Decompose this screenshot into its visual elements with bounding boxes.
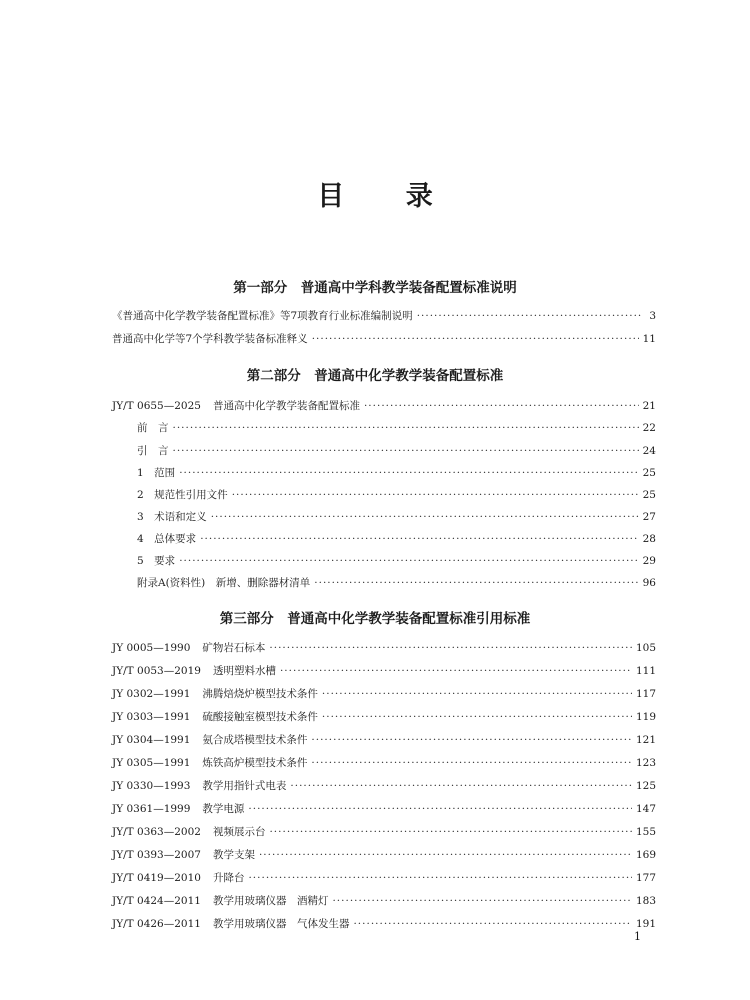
toc-entry[interactable] bbox=[137, 487, 656, 503]
dot-leader bbox=[314, 575, 638, 591]
toc-entry-page: 125 bbox=[635, 780, 656, 792]
dot-leader bbox=[248, 870, 631, 886]
dot-leader bbox=[232, 487, 639, 503]
toc-entry[interactable] bbox=[137, 420, 656, 436]
toc-entry[interactable] bbox=[137, 575, 656, 591]
toc-entry-text: 升降台 bbox=[212, 872, 245, 884]
dot-leader bbox=[259, 847, 632, 863]
toc-entry[interactable] bbox=[137, 465, 656, 481]
toc-entry[interactable] bbox=[112, 732, 656, 748]
toc-entry-code: JY/T 0363—2002 bbox=[112, 826, 201, 838]
toc-entry-text: 教学电源 bbox=[202, 803, 245, 815]
part-3-heading: 第三部分 普通高中化学教学装备配置标准引用标准 bbox=[219, 611, 531, 627]
toc-entry-code: JY 0305—1991 bbox=[112, 757, 191, 769]
dot-leader bbox=[269, 824, 631, 840]
toc-entry[interactable] bbox=[137, 443, 656, 459]
dot-leader bbox=[322, 686, 632, 702]
toc-entry-code: JY 0330—1993 bbox=[112, 780, 191, 792]
toc-entry-page: 147 bbox=[635, 803, 656, 815]
toc-entry[interactable] bbox=[112, 778, 656, 794]
toc-entry[interactable] bbox=[137, 509, 656, 525]
toc-entry-page: 22 bbox=[642, 422, 656, 434]
toc-entry-page: 24 bbox=[642, 445, 656, 457]
toc-entry-page: 119 bbox=[635, 711, 656, 723]
dot-leader bbox=[312, 331, 639, 347]
toc-entry-text: 硫酸接触室模型技术条件 bbox=[202, 711, 318, 723]
toc-entry-page: 117 bbox=[635, 688, 656, 700]
dot-leader bbox=[173, 420, 639, 436]
toc-entry-code: JY/T 0655—2025 bbox=[112, 400, 201, 412]
toc-entry-text: 教学支架 bbox=[212, 849, 255, 861]
toc-entry[interactable] bbox=[112, 847, 656, 863]
toc-entry-code: JY 0303—1991 bbox=[112, 711, 191, 723]
page-title: 目 录 bbox=[317, 181, 459, 212]
dot-leader bbox=[173, 443, 639, 459]
toc-entry-page: 27 bbox=[642, 511, 656, 523]
toc-entry-page: 105 bbox=[635, 642, 656, 654]
toc-entry[interactable] bbox=[112, 308, 656, 324]
dot-leader bbox=[353, 916, 631, 932]
toc-entry[interactable] bbox=[137, 531, 656, 547]
toc-entry-code: JY/T 0426—2011 bbox=[112, 918, 201, 930]
toc-entry-page: 11 bbox=[642, 333, 656, 345]
dot-leader bbox=[322, 709, 632, 725]
toc-entry[interactable] bbox=[137, 553, 656, 569]
toc-entry-text: 矿物岩石标本 bbox=[202, 642, 266, 654]
dot-leader bbox=[248, 801, 632, 817]
toc-entry-code: JY 0302—1991 bbox=[112, 688, 191, 700]
toc-entry[interactable] bbox=[112, 709, 656, 725]
page-number: 1 bbox=[634, 930, 641, 943]
toc-entry[interactable] bbox=[112, 824, 656, 840]
toc-entry-text: 教学用玻璃仪器 气体发生器 bbox=[212, 918, 350, 930]
toc-entry[interactable] bbox=[112, 640, 656, 656]
toc-entry-code: JY/T 0419—2010 bbox=[112, 872, 201, 884]
toc-entry-page: 191 bbox=[635, 918, 656, 930]
toc-entry-page: 177 bbox=[635, 872, 656, 884]
toc-entry-page: 3 bbox=[649, 310, 656, 322]
toc-entry-page: 29 bbox=[642, 555, 656, 567]
toc-entry-text: 4 总体要求 bbox=[137, 533, 197, 545]
toc-entry-text: 5 要求 bbox=[137, 555, 176, 567]
dot-leader bbox=[200, 531, 638, 547]
toc-entry-page: 28 bbox=[642, 533, 656, 545]
toc-entry-text: 引 言 bbox=[137, 445, 169, 457]
toc-entry-text: 教学用指针式电表 bbox=[202, 780, 287, 792]
toc-entry-text: 普通高中化学教学装备配置标准 bbox=[212, 400, 360, 412]
toc-entry-page: 25 bbox=[642, 467, 656, 479]
toc-entry-text: 2 规范性引用文件 bbox=[137, 489, 228, 501]
toc-entry-text: 前 言 bbox=[137, 422, 169, 434]
dot-leader bbox=[364, 398, 639, 414]
toc-entry-text: 沸腾焙烧炉模型技术条件 bbox=[202, 688, 318, 700]
toc-entry-text: 教学用玻璃仪器 酒精灯 bbox=[212, 895, 329, 907]
toc-entry-page: 111 bbox=[635, 665, 656, 677]
toc-entry[interactable] bbox=[112, 663, 656, 679]
toc-entry-text: 氨合成塔模型技术条件 bbox=[202, 734, 308, 746]
toc-entry-page: 96 bbox=[642, 577, 656, 589]
toc-entry-code: JY 0361—1999 bbox=[112, 803, 191, 815]
toc-entry-page: 183 bbox=[635, 895, 656, 907]
toc-entry-page: 21 bbox=[642, 400, 656, 412]
toc-entry-code: JY 0005—1990 bbox=[112, 642, 191, 654]
toc-entry-text: 透明塑料水槽 bbox=[212, 665, 276, 677]
toc-entry-page: 155 bbox=[635, 826, 656, 838]
toc-entry[interactable] bbox=[112, 331, 656, 347]
dot-leader bbox=[311, 755, 632, 771]
toc-entry-text: 普通高中化学等7个学科教学装备标准释义 bbox=[112, 333, 308, 345]
dot-leader bbox=[311, 732, 632, 748]
dot-leader bbox=[332, 893, 631, 909]
toc-entry-page: 25 bbox=[642, 489, 656, 501]
dot-leader bbox=[211, 509, 639, 525]
toc-entry-text: 附录A(资料性) 新增、删除器材清单 bbox=[137, 577, 311, 589]
dot-leader bbox=[280, 663, 632, 679]
toc-entry-code: JY 0304—1991 bbox=[112, 734, 191, 746]
dot-leader bbox=[179, 553, 638, 569]
toc-entry[interactable] bbox=[112, 398, 656, 414]
toc-entry[interactable] bbox=[112, 870, 656, 886]
toc-entry-text: 《普通高中化学教学装备配置标准》等7项教育行业标准编制说明 bbox=[112, 310, 413, 322]
toc-entry-page: 169 bbox=[635, 849, 656, 861]
toc-entry[interactable] bbox=[112, 893, 656, 909]
toc-entry-text: 炼铁高炉模型技术条件 bbox=[202, 757, 308, 769]
toc-entry-text: 视频展示台 bbox=[212, 826, 266, 838]
toc-entry[interactable] bbox=[112, 755, 656, 771]
toc-entry-text: 1 范围 bbox=[137, 467, 176, 479]
part-1-heading: 第一部分 普通高中学科教学装备配置标准说明 bbox=[233, 280, 517, 296]
toc-entry[interactable] bbox=[112, 916, 656, 932]
toc-entry-page: 123 bbox=[635, 757, 656, 769]
dot-leader bbox=[417, 308, 642, 324]
toc-entry-code: JY/T 0053—2019 bbox=[112, 665, 201, 677]
toc-entry-text: 3 术语和定义 bbox=[137, 511, 207, 523]
dot-leader bbox=[179, 465, 638, 481]
dot-leader bbox=[269, 640, 632, 656]
toc-entry[interactable] bbox=[112, 801, 656, 817]
toc-entry[interactable] bbox=[112, 686, 656, 702]
toc-entry-code: JY/T 0393—2007 bbox=[112, 849, 201, 861]
dot-leader bbox=[290, 778, 632, 794]
toc-entry-page: 121 bbox=[635, 734, 656, 746]
part-2-heading: 第二部分 普通高中化学教学装备配置标准 bbox=[246, 368, 504, 384]
toc-entry-code: JY/T 0424—2011 bbox=[112, 895, 201, 907]
